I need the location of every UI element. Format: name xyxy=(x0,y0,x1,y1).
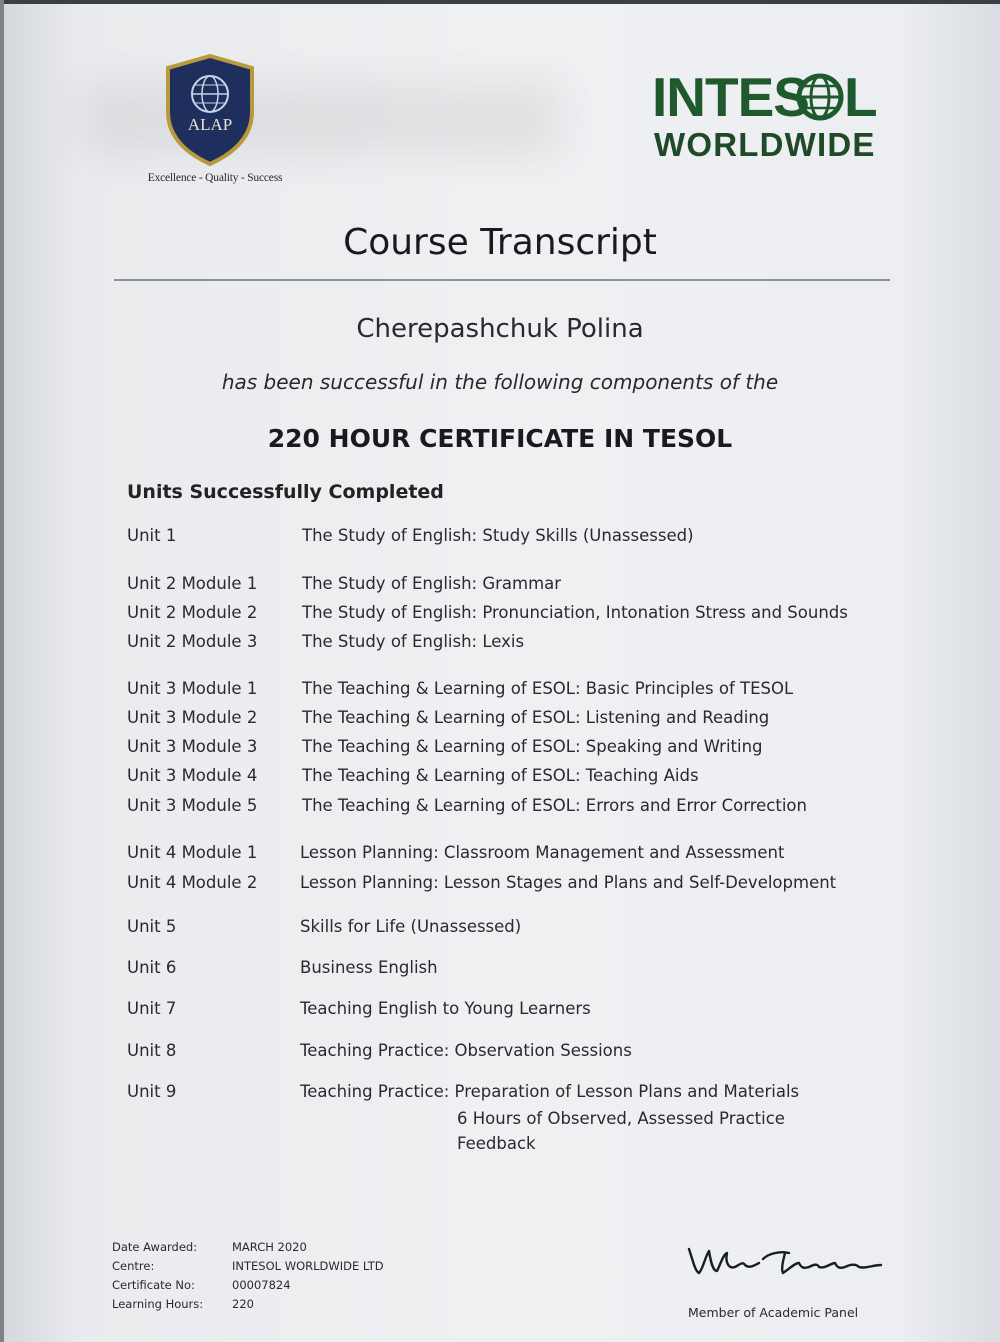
unit-description: The Teaching & Learning of ESOL: Speaking and Writing xyxy=(302,737,763,756)
learning-hours-value: 220 xyxy=(232,1297,254,1311)
unit-description: Lesson Planning: Classroom Management and Assessment xyxy=(300,843,785,862)
unit-code: Unit 3 Module 5 xyxy=(127,796,258,815)
unit-description: The Teaching & Learning of ESOL: Teaching Aids xyxy=(302,766,699,785)
unit9-sub-item: Feedback xyxy=(457,1134,536,1153)
intesol-worldwide-text: WORLDWIDE xyxy=(654,126,876,163)
unit-description: Business English xyxy=(300,958,438,977)
unit-code: Unit 8 xyxy=(127,1041,177,1060)
intesol-text-right: L xyxy=(844,66,878,128)
unit-description: The Study of English: Study Skills (Unassessed) xyxy=(302,526,694,545)
learning-hours-label: Learning Hours: xyxy=(112,1297,204,1311)
unit-code: Unit 3 Module 3 xyxy=(127,737,258,756)
unit-code: Unit 4 Module 2 xyxy=(127,873,258,892)
unit-description: Teaching English to Young Learners xyxy=(300,999,591,1018)
date-awarded-label: Date Awarded: xyxy=(112,1240,198,1254)
intesol-text-left: INTES xyxy=(652,66,809,128)
unit-code: Unit 5 xyxy=(127,917,177,936)
signature-image xyxy=(685,1239,885,1283)
date-awarded-value: MARCH 2020 xyxy=(232,1240,307,1254)
unit-description: Skills for Life (Unassessed) xyxy=(300,917,522,936)
unit-description: Lesson Planning: Lesson Stages and Plans and Self-Development xyxy=(300,873,837,892)
student-name: Cherepashchuk Polina xyxy=(356,314,644,344)
certificate-no-value: 00007824 xyxy=(232,1278,291,1292)
award-details xyxy=(112,1238,384,1314)
top-edge xyxy=(0,0,1000,4)
transcript-page xyxy=(0,4,1000,1342)
unit-code: Unit 2 Module 1 xyxy=(127,574,258,593)
units-heading: Units Successfully Completed xyxy=(127,481,444,503)
signature-caption: Member of Academic Panel xyxy=(688,1305,859,1320)
unit-code: Unit 9 xyxy=(127,1082,177,1101)
intesol-logo xyxy=(650,66,890,166)
unit-code: Unit 2 Module 2 xyxy=(127,603,258,622)
centre-value: INTESOL WORLDWIDE LTD xyxy=(232,1259,384,1273)
unit-description: The Teaching & Learning of ESOL: Errors and Error Correction xyxy=(302,796,807,815)
globe-icon xyxy=(799,76,841,118)
unit-description: The Study of English: Lexis xyxy=(302,632,525,651)
certificate-no-label: Certificate No: xyxy=(112,1278,195,1292)
unit-code: Unit 6 xyxy=(127,958,177,977)
alap-logo-text: ALAP xyxy=(187,115,233,134)
unit-description: Teaching Practice: Preparation of Lesson Plans and Materials xyxy=(300,1082,800,1101)
left-edge xyxy=(0,0,4,1342)
unit-description: The Study of English: Pronunciation, Intonation Stress and Sounds xyxy=(302,603,848,622)
alap-logo xyxy=(120,54,310,194)
course-name: 220 HOUR CERTIFICATE IN TESOL xyxy=(267,424,733,453)
intro-text: has been successful in the following components of the xyxy=(221,370,779,394)
unit-description: The Teaching & Learning of ESOL: Listening and Reading xyxy=(302,708,770,727)
title-divider xyxy=(114,279,890,281)
unit-code: Unit 3 Module 4 xyxy=(127,766,258,785)
unit-description: The Teaching & Learning of ESOL: Basic Principles of TESOL xyxy=(302,679,794,698)
centre-label: Centre: xyxy=(112,1259,155,1273)
unit-code: Unit 3 Module 1 xyxy=(127,679,258,698)
alap-tagline: Excellence - Quality - Success xyxy=(147,172,283,184)
page-title: Course Transcript xyxy=(343,222,657,263)
unit-code: Unit 4 Module 1 xyxy=(127,843,258,862)
unit-description: Teaching Practice: Observation Sessions xyxy=(300,1041,632,1060)
unit-code: Unit 1 xyxy=(127,526,177,545)
unit-code: Unit 7 xyxy=(127,999,177,1018)
unit-code: Unit 3 Module 2 xyxy=(127,708,258,727)
unit9-sub-item: 6 Hours of Observed, Assessed Practice xyxy=(457,1109,785,1128)
alap-shield-icon xyxy=(160,54,260,166)
unit-code: Unit 2 Module 3 xyxy=(127,632,258,651)
intesol-wordmark xyxy=(650,66,890,128)
unit-description: The Study of English: Grammar xyxy=(302,574,562,593)
